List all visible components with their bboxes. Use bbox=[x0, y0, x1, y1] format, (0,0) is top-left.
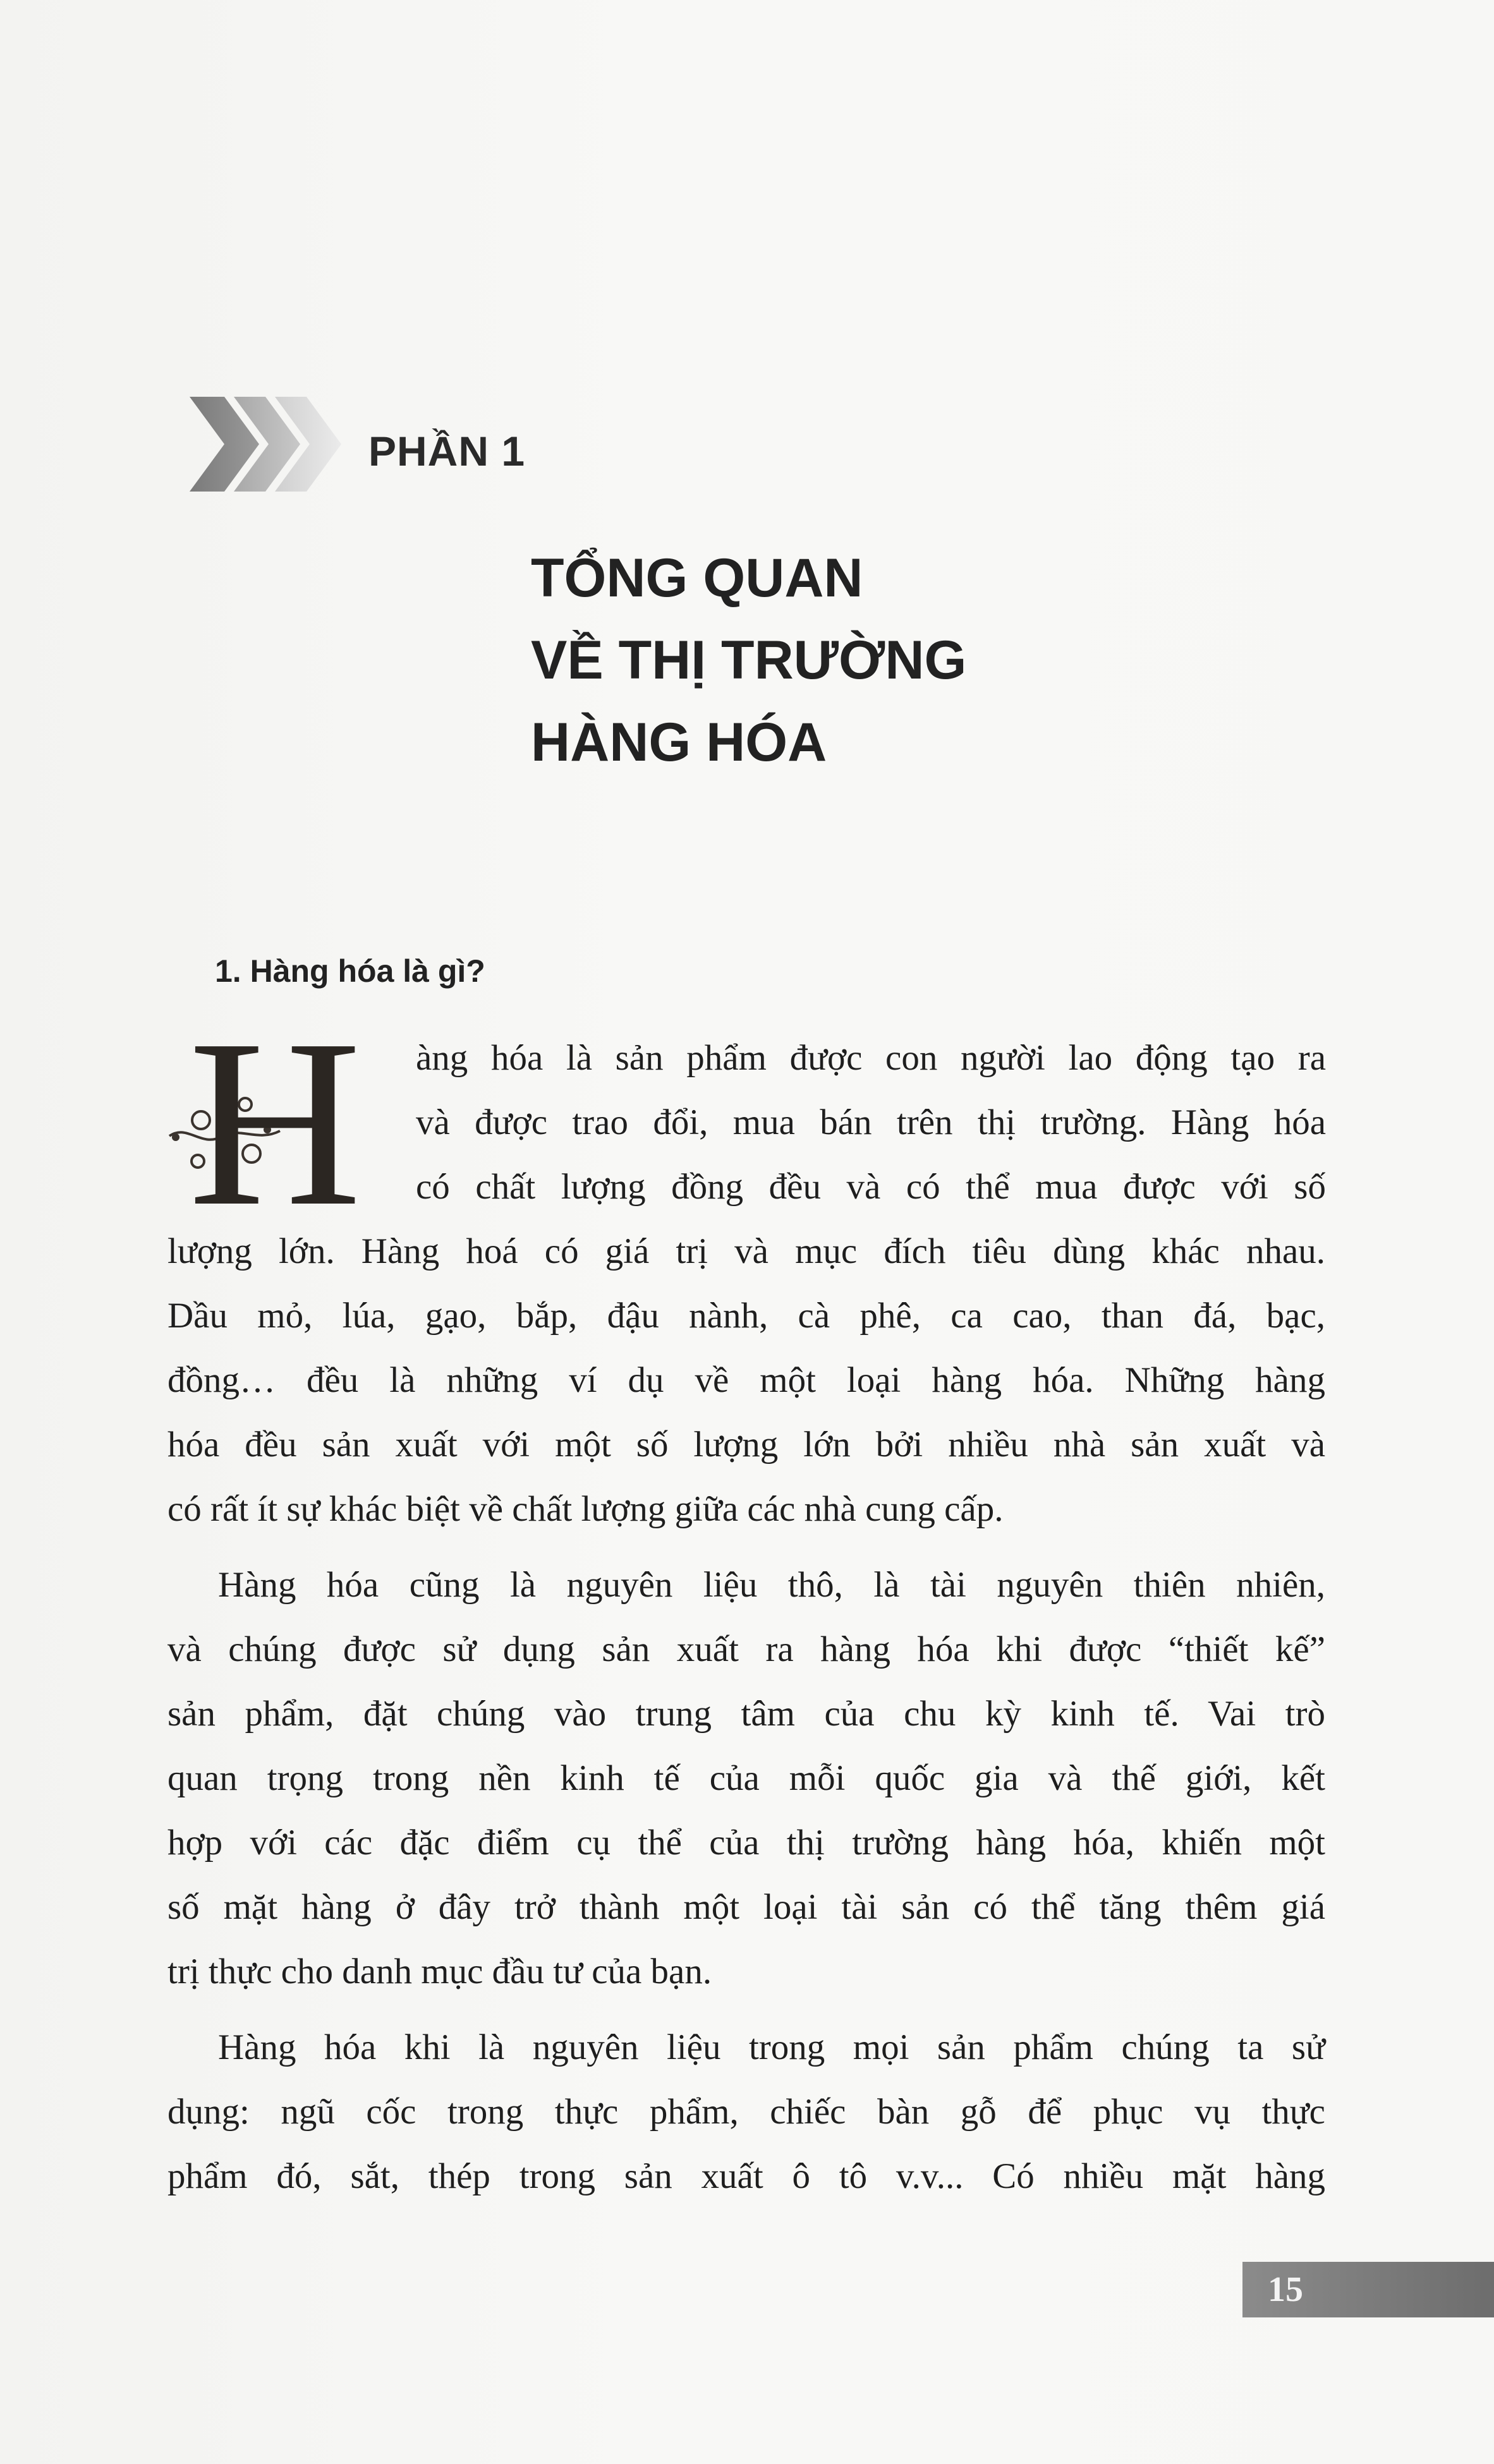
chapter-title-line: VỀ THỊ TRƯỜNG bbox=[531, 630, 967, 691]
part-label: PHẦN 1 bbox=[368, 428, 526, 474]
page-number-tab bbox=[1242, 2262, 1494, 2317]
body-text-line: và được trao đổi, mua bán trên thị trường. Hàng hóa bbox=[416, 1102, 1326, 1142]
body-text-line: hóa đều sản xuất với một số lượng lớn bởi nhiều nhà sản xuất và bbox=[167, 1425, 1325, 1465]
page-number: 15 bbox=[1268, 2270, 1303, 2309]
drop-cap-letter: H bbox=[188, 990, 362, 1256]
body-text-line: có rất ít sự khác biệt về chất lượng giữa các nhà cung cấp. bbox=[167, 1489, 1004, 1529]
body-text-line: Hàng hóa cũng là nguyên liệu thô, là tài nguyên thiên nhiên, bbox=[218, 1565, 1325, 1605]
drop-cap bbox=[163, 990, 372, 1256]
body-text-line: quan trọng trong nền kinh tế của mỗi quốc gia và thế giới, kết bbox=[167, 1758, 1325, 1798]
body-text-line: và chúng được sử dụng sản xuất ra hàng hóa khi được “thiết kế” bbox=[167, 1629, 1325, 1669]
chevron-arrows-icon bbox=[190, 397, 348, 492]
body-text-line: hợp với các đặc điểm cụ thể của thị trường hàng hóa, khiến một bbox=[167, 1823, 1325, 1863]
body-text-line: đồng… đều là những ví dụ về một loại hàng hóa. Những hàng bbox=[167, 1360, 1325, 1400]
body-text-line: dụng: ngũ cốc trong thực phẩm, chiếc bàn gỗ để phục vụ thực bbox=[167, 2092, 1325, 2132]
body-text-line: trị thực cho danh mục đầu tư của bạn. bbox=[167, 1952, 712, 1991]
body-text-line: lượng lớn. Hàng hoá có giá trị và mục đích tiêu dùng khác nhau. bbox=[167, 1231, 1325, 1271]
body-text-line: phẩm đó, sắt, thép trong sản xuất ô tô v.v... Có nhiều mặt hàng bbox=[167, 2156, 1325, 2196]
body-text-line: Dầu mỏ, lúa, gạo, bắp, đậu nành, cà phê, ca cao, than đá, bạc, bbox=[167, 1296, 1325, 1336]
body-text-line: sản phẩm, đặt chúng vào trung tâm của chu kỳ kinh tế. Vai trò bbox=[167, 1694, 1325, 1734]
body-text-line: àng hóa là sản phẩm được con người lao động tạo ra bbox=[416, 1038, 1326, 1078]
chapter-title-line: TỔNG QUAN bbox=[531, 548, 863, 608]
body-text-line: Hàng hóa khi là nguyên liệu trong mọi sản phẩm chúng ta sử bbox=[218, 2027, 1325, 2067]
body-text-line: số mặt hàng ở đây trở thành một loại tài sản có thể tăng thêm giá bbox=[167, 1887, 1325, 1927]
body-text-line: có chất lượng đồng đều và có thể mua được với số bbox=[416, 1167, 1326, 1207]
section-heading: 1. Hàng hóa là gì? bbox=[215, 953, 485, 989]
chapter-title bbox=[531, 537, 1289, 783]
chapter-title-line: HÀNG HÓA bbox=[531, 712, 827, 773]
